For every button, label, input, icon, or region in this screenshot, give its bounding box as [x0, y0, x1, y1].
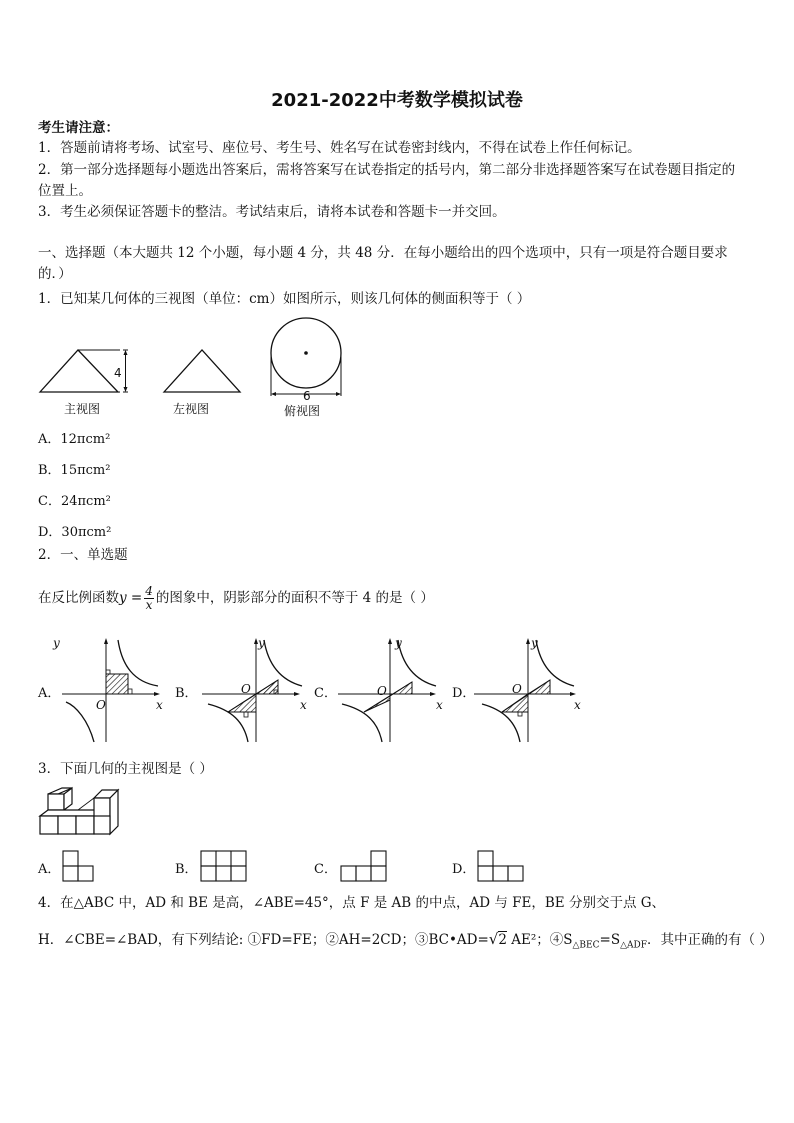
notice-item-3: 3．考生必须保证答题卡的整洁。考试结束后，请将本试卷和答题卡一并交回。: [38, 204, 506, 220]
notice-item-1: 1．答题前请将考场、试室号、座位号、考生号、姓名写在试卷密封线内，不得在试卷上作任何标记。: [38, 140, 641, 156]
q2-fraction: [144, 585, 154, 612]
q2-graph-c: [338, 636, 448, 744]
q4-sub1: △BEC: [572, 940, 600, 951]
q2-head: 2．一、单选题: [38, 547, 128, 563]
q2c-origin-label: O: [377, 684, 387, 698]
q1-side-label: 左视图: [173, 402, 210, 416]
q2a-y-label: y: [53, 636, 60, 650]
q2-stem-post: 的图象中，阴影部分的面积不等于 4 的是（ ）: [155, 590, 434, 606]
q2b-origin-label: O: [241, 682, 251, 696]
notice-item-2-cont: 位置上。: [38, 183, 92, 199]
q1-height-label: 4: [114, 366, 122, 380]
q3-option-d-label: D．: [452, 862, 476, 877]
q2-frac-num: 4: [145, 584, 153, 598]
q1-side-view: [160, 346, 250, 396]
q1-front-label: 主视图: [64, 402, 101, 416]
q2a-x-label: x: [156, 698, 163, 712]
q1-option-c: C．24πcm²: [38, 494, 111, 509]
section1-line2: 的．）: [38, 266, 72, 282]
q1-top-label: 俯视图: [284, 404, 321, 418]
q3-option-c-label: C．: [314, 862, 337, 877]
q2b-y-label: y: [258, 636, 265, 650]
q2-option-d-label: D．: [452, 686, 476, 701]
q2-option-b-label: B．: [175, 686, 198, 701]
q3-option-a-figure: [62, 850, 96, 882]
q4-line2-c: =S: [599, 932, 621, 948]
q2a-origin-label: O: [96, 698, 106, 712]
q2-stem-pre: 在反比例函数: [38, 590, 119, 606]
q2b-x-label: x: [300, 698, 307, 712]
page-title: 2021-2022中考数学模拟试卷: [271, 90, 523, 111]
q2c-x-label: x: [436, 698, 443, 712]
q1-width-label: 6: [303, 389, 311, 403]
q2d-origin-label: O: [512, 682, 522, 696]
q3-option-b-label: B．: [175, 862, 198, 877]
q2d-y-label: y: [531, 636, 538, 650]
q3-option-d-figure: [477, 850, 525, 882]
q2-stem: [38, 585, 434, 612]
q4-line2-a: H．∠CBE=∠BAD，有下列结论: ①FD=FE；②AH=2CD；③BC•AD=: [38, 932, 489, 948]
q3-stem: 3．下面几何的主视图是（ ）: [38, 761, 213, 777]
q4-line2-b: AE²；④S: [506, 932, 573, 948]
sqrt-symbol: √: [488, 930, 499, 948]
q2-graph-b: [202, 636, 312, 744]
q2-func-y: y =: [119, 590, 143, 606]
q1-stem: 1．已知某几何体的三视图（单位：cm）如图所示，则该几何体的侧面积等于（ ）: [38, 291, 531, 307]
q4-line1: 4．在△ABC 中，AD 和 BE 是高，∠ABE=45°，点 F 是 AB 的中点，AD 与 FE，BE 分别交于点 G、: [38, 895, 666, 911]
q2c-y-label: y: [395, 636, 402, 650]
q4-sub2: △ADF: [620, 940, 647, 951]
q2-graph-a: [62, 636, 172, 744]
notice-item-2: 2．第一部分选择题每小题选出答案后，需将答案写在试卷指定的括号内，第二部分非选择题答案写在试卷题目指定的: [38, 162, 736, 178]
q2d-x-label: x: [574, 698, 581, 712]
q2-option-c-label: C．: [314, 686, 337, 701]
q3-block-figure: [38, 786, 122, 842]
section1-line1: 一、选择题（本大题共 12 个小题，每小题 4 分，共 48 分．在每小题给出的四个选项中，只有一项是符合题目要求: [38, 245, 728, 261]
q3-option-c-figure: [340, 850, 388, 882]
q3-option-b-figure: [200, 850, 248, 882]
q2-frac-den: x: [145, 598, 153, 612]
notice-heading: 考生请注意：: [38, 120, 119, 136]
q2-option-a-label: A．: [38, 686, 61, 701]
q4-line2-d: ．其中正确的有（ ）: [646, 932, 773, 948]
q1-option-b: B．15πcm²: [38, 463, 111, 478]
q1-option-a: A．12πcm²: [38, 432, 111, 447]
q4-sqrt-val: 2: [498, 932, 507, 948]
q4-line2: [38, 929, 773, 956]
q2-graph-d: [474, 636, 590, 744]
q3-option-a-label: A．: [38, 862, 61, 877]
q1-option-d: D．30πcm²: [38, 525, 112, 540]
